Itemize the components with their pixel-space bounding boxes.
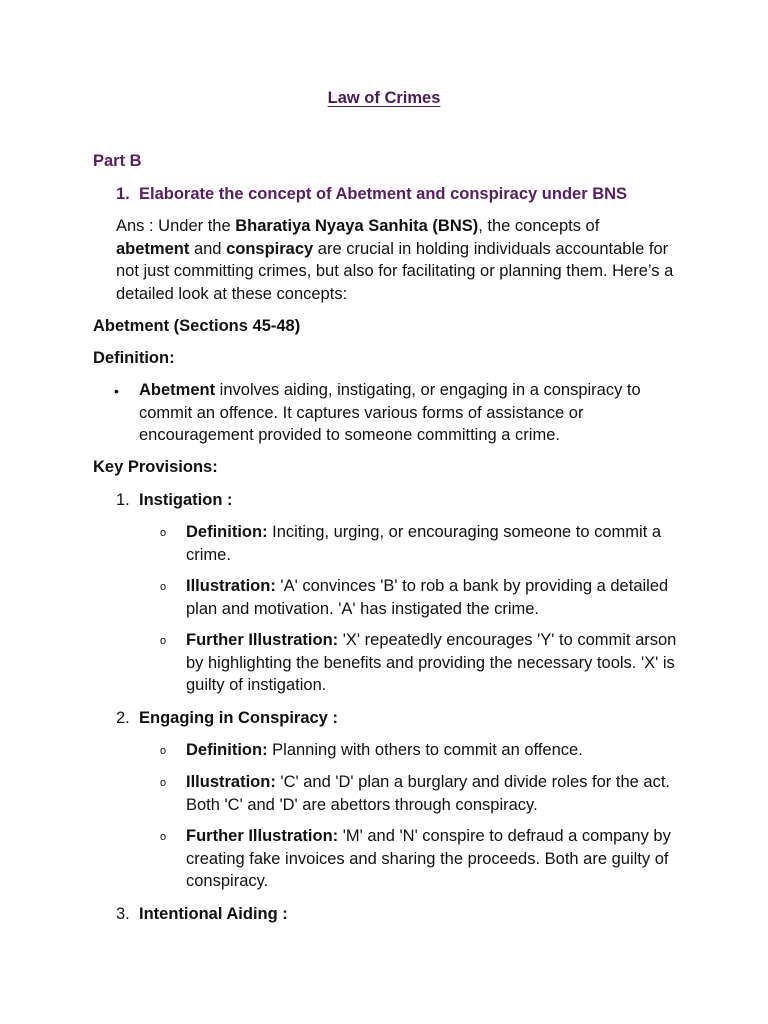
definition-bullet-bold: Abetment xyxy=(139,381,216,399)
definition-bullet-body: involves aiding, instigating, or engaging in a conspiracy to commit an offence. It captures various forms of assistance or encouragement provided to someone committing a crime. xyxy=(139,381,641,444)
circle-bullet-icon: o xyxy=(160,745,167,757)
item-text: 'C' and 'D' plan a burglary and divide roles for the act. Both 'C' and 'D' are abettors through conspiracy. xyxy=(186,773,670,814)
provision-2-number: 2. xyxy=(116,709,130,727)
provision-3-number: 3. xyxy=(116,905,130,923)
provision-2-item-3 xyxy=(186,825,686,893)
item-text: Inciting, urging, or encouraging someone to commit a crime. xyxy=(186,523,662,564)
circle-bullet-icon: o xyxy=(160,581,167,593)
answer-rest: are crucial in holding individuals accountable for not just committing crimes, but also for facilitating or planning them. Here’s a detailed look at these concepts: xyxy=(116,239,674,303)
provision-2-item-1 xyxy=(186,739,686,762)
item-label: Further Illustration: xyxy=(186,631,339,649)
circle-bullet-icon: o xyxy=(160,527,167,539)
provision-1-number: 1. xyxy=(116,491,130,509)
question-number: 1. xyxy=(116,185,130,203)
circle-bullet-icon: o xyxy=(160,831,167,843)
circle-bullet-icon: o xyxy=(160,635,167,647)
document-title: Law of Crimes xyxy=(327,89,441,107)
provision-1-item-2 xyxy=(186,575,686,620)
item-label: Illustration: xyxy=(186,773,276,791)
key-provisions-heading: Key Provisions: xyxy=(93,458,218,476)
item-text: 'M' and 'N' conspire to defraud a company by creating fake invoices and sharing the proceeds. Both are guilty of conspiracy. xyxy=(186,827,671,890)
question-text: Elaborate the concept of Abetment and conspiracy under BNS xyxy=(139,185,628,203)
answer-mid: , the concepts of xyxy=(478,217,600,235)
item-text: 'A' convinces 'B' to rob a bank by providing a detailed plan and motivation. 'A' has instigated the crime. xyxy=(186,577,669,618)
item-text: 'X' repeatedly encourages 'Y' to commit arson by highlighting the benefits and providing the necessary tools. 'X' is guilty of instigation. xyxy=(186,631,677,694)
item-label: Illustration: xyxy=(186,577,276,595)
item-text: Planning with others to commit an offence. xyxy=(267,741,583,759)
provision-1-item-1 xyxy=(186,521,686,566)
definition-heading: Definition: xyxy=(93,349,175,367)
bullet-dot-icon: • xyxy=(114,383,119,399)
provision-2-title: Engaging in Conspiracy : xyxy=(139,709,338,727)
answer-bns: Bharatiya Nyaya Sanhita (BNS) xyxy=(235,217,479,235)
answer-abetment: abetment xyxy=(116,239,190,258)
part-heading: Part B xyxy=(93,152,142,170)
item-label: Definition: xyxy=(186,741,268,759)
answer-and: and xyxy=(189,239,227,258)
abetment-heading: Abetment (Sections 45-48) xyxy=(93,317,301,335)
provision-3-title: Intentional Aiding : xyxy=(139,905,288,923)
answer-paragraph xyxy=(116,215,676,305)
answer-prefix: Ans : Under the xyxy=(116,217,236,235)
item-label: Definition: xyxy=(186,523,268,541)
item-label: Further Illustration: xyxy=(186,827,339,845)
answer-conspiracy: conspiracy xyxy=(226,239,314,258)
provision-1-title: Instigation : xyxy=(139,491,233,509)
circle-bullet-icon: o xyxy=(160,777,167,789)
provision-2-item-2 xyxy=(186,771,686,816)
provision-1-item-3 xyxy=(186,629,686,697)
definition-bullet-text xyxy=(139,379,684,447)
